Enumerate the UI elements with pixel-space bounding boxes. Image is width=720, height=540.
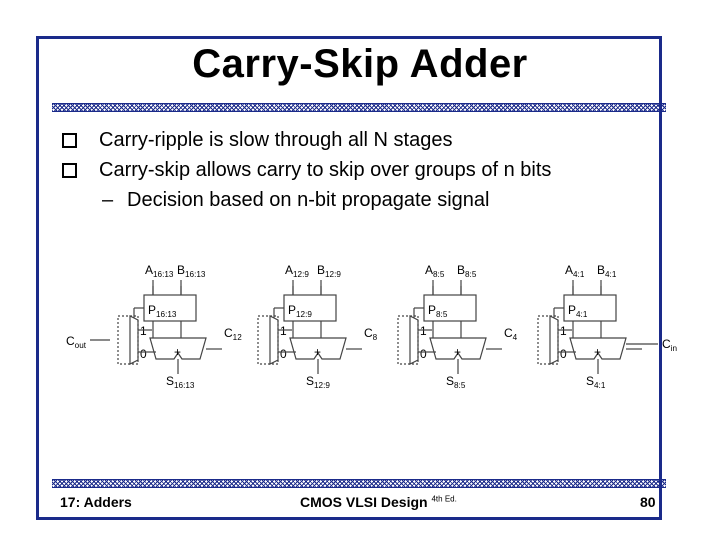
adder-plus: + bbox=[454, 345, 462, 359]
mux-input-zero: 0 bbox=[420, 347, 427, 361]
sum-label: $S_{4:1}$ bbox=[586, 374, 606, 390]
carry-label: $C_{12}$ bbox=[224, 326, 242, 342]
operand-a-label: $A_{12:9}$ bbox=[285, 263, 309, 279]
operand-b-label: $B_{4:1}$ bbox=[597, 263, 617, 279]
footer-center-text: CMOS VLSI Design bbox=[300, 494, 428, 510]
adder-plus: + bbox=[174, 345, 182, 359]
page-number: 80 bbox=[640, 494, 656, 510]
propagate-label: $P_{12:9}$ bbox=[288, 303, 312, 319]
footer-left: 17: Adders bbox=[60, 494, 132, 510]
mux-body bbox=[550, 316, 558, 364]
bullet-text: Carry-ripple is slow through all N stages bbox=[99, 129, 453, 151]
operand-b-label: $B_{16:13}$ bbox=[177, 263, 206, 279]
mux-input-one: 1 bbox=[280, 324, 287, 338]
operand-b-label: $B_{8:5}$ bbox=[457, 263, 477, 279]
mux-input-zero: 0 bbox=[280, 347, 287, 361]
mux-input-one: 1 bbox=[560, 324, 567, 338]
operand-a-label: $A_{16:13}$ bbox=[145, 263, 174, 279]
sum-label: $S_{8:5}$ bbox=[446, 374, 466, 390]
sub-bullet-text: Decision based on n-bit propagate signal bbox=[127, 189, 490, 211]
carry-out-label: $C_{out}$ bbox=[66, 334, 87, 350]
operand-b-label: $B_{12:9}$ bbox=[317, 263, 341, 279]
operand-a-label: $A_{8:5}$ bbox=[425, 263, 445, 279]
adder-plus: + bbox=[314, 345, 322, 359]
propagate-label: $P_{8:5}$ bbox=[428, 303, 448, 319]
propagate-label: $P_{4:1}$ bbox=[568, 303, 588, 319]
footer-center bbox=[300, 494, 457, 510]
operand-a-label: $A_{4:1}$ bbox=[565, 263, 585, 279]
carry-label: $C_8$ bbox=[364, 326, 378, 342]
slide-title: Carry-Skip Adder bbox=[192, 42, 528, 86]
carry-in-label: $C_{in}$ bbox=[662, 337, 678, 353]
sum-label: $S_{16:13}$ bbox=[166, 374, 195, 390]
mux-input-zero: 0 bbox=[140, 347, 147, 361]
mux-body bbox=[270, 316, 278, 364]
footer-divider bbox=[52, 479, 666, 488]
adder-plus: + bbox=[594, 345, 602, 359]
sum-label: $S_{12:9}$ bbox=[306, 374, 330, 390]
propagate-label: $P_{16:13}$ bbox=[148, 303, 177, 319]
mux-body bbox=[130, 316, 138, 364]
bullet-text: Carry-skip allows carry to skip over groups of n bits bbox=[99, 159, 552, 181]
footer-center-sup: 4th Ed. bbox=[431, 494, 457, 504]
dash-bullet: – bbox=[102, 189, 114, 211]
mux-input-zero: 0 bbox=[560, 347, 567, 361]
carry-label: $C_4$ bbox=[504, 326, 518, 342]
mux-input-one: 1 bbox=[420, 324, 427, 338]
mux-body bbox=[410, 316, 418, 364]
mux-input-one: 1 bbox=[140, 324, 147, 338]
